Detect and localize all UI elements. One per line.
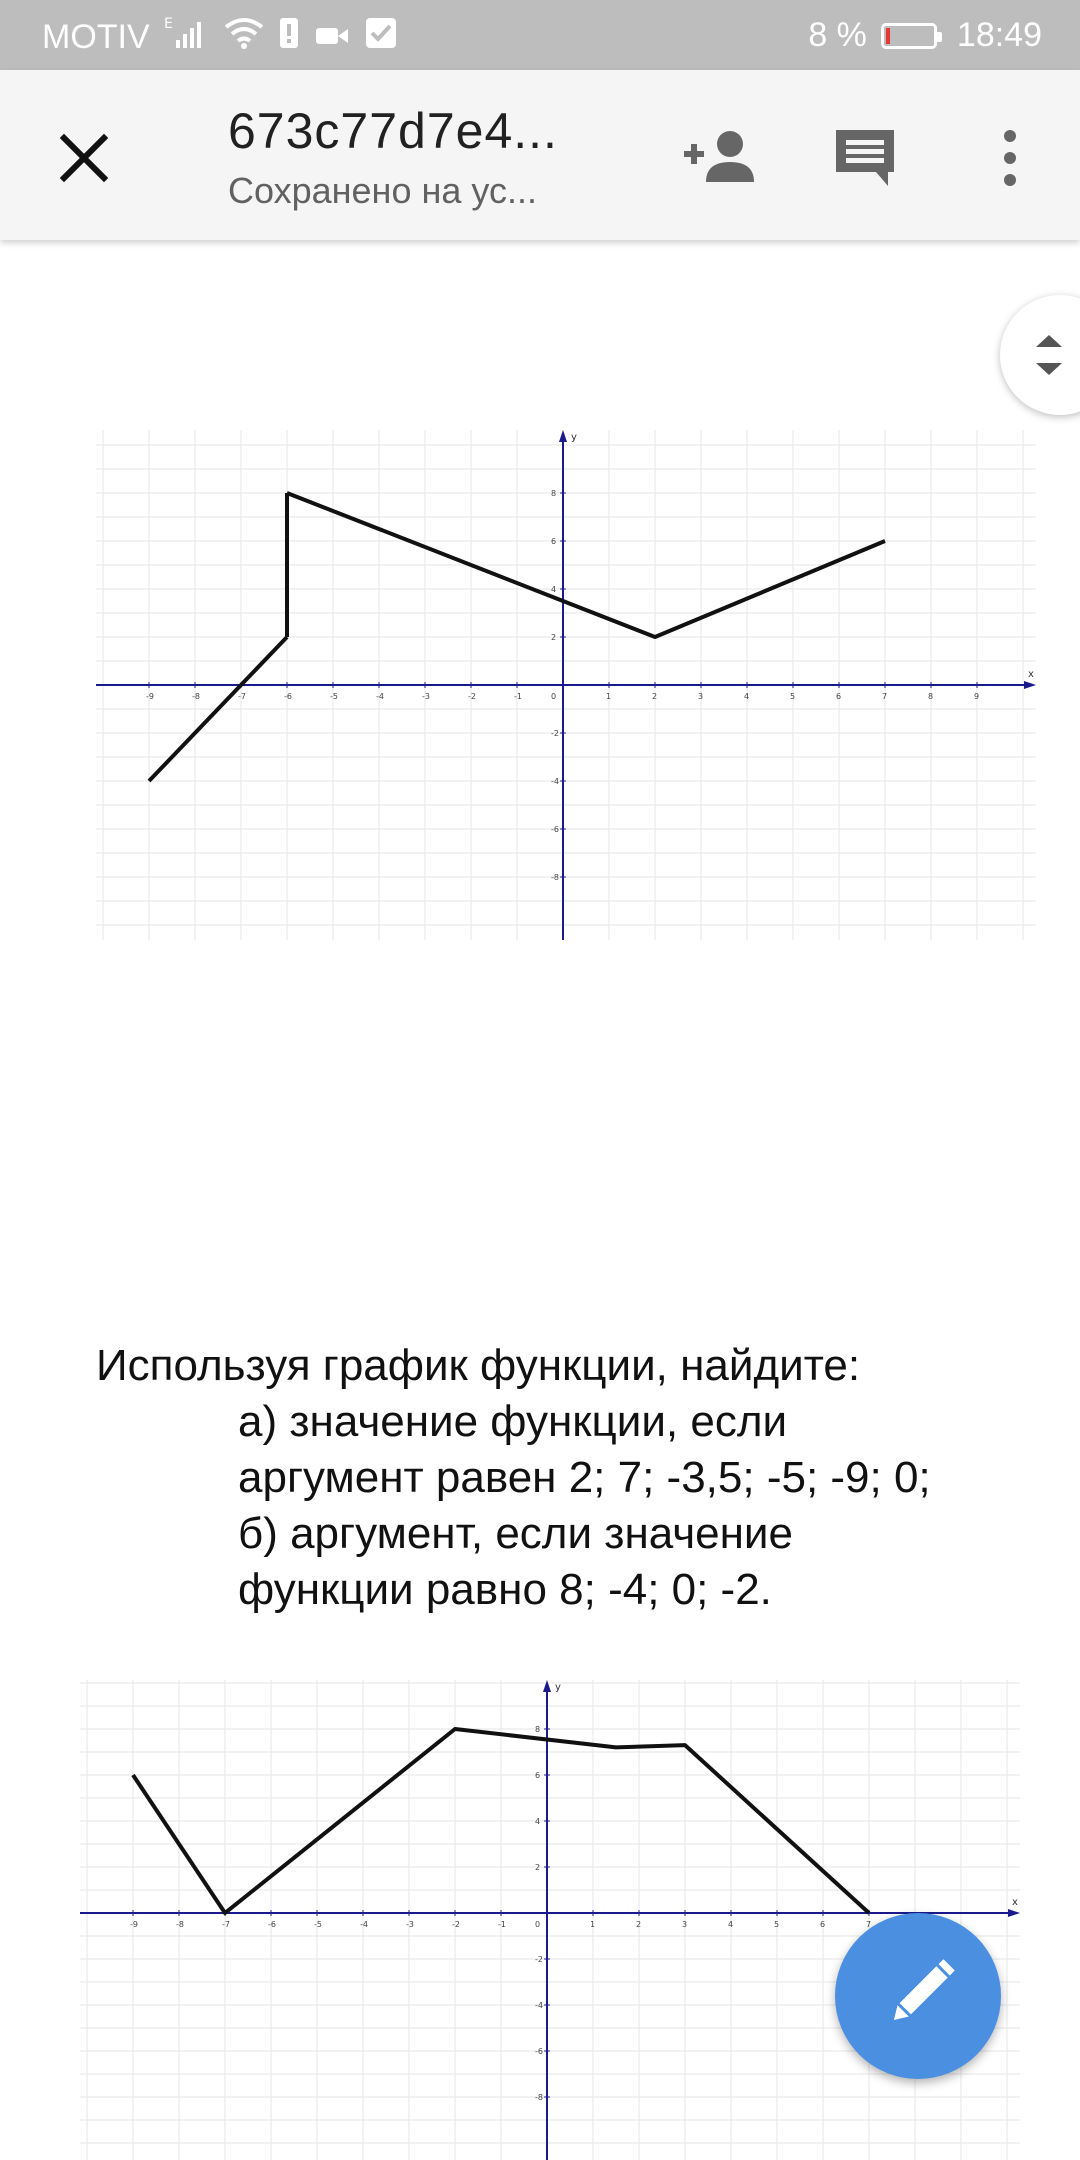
video-camera-icon: [314, 18, 350, 57]
x-tick-label: -9: [146, 692, 154, 701]
x-tick-label: 1: [606, 692, 612, 701]
y-tick-label: 6: [535, 1771, 541, 1780]
more-options-button[interactable]: [990, 126, 1030, 190]
carrier-name: MOTIV: [42, 18, 150, 56]
battery-icon: [881, 23, 937, 49]
task-b-line-1: б) аргумент, если значение: [238, 1509, 793, 1558]
y-tick-label: -6: [535, 2047, 543, 2056]
y-axis-label: y: [571, 432, 577, 443]
document-title: 673c77d7e4...: [228, 103, 558, 159]
task-a-line-1: а) значение функции, если: [238, 1397, 788, 1446]
y-tick-label: -4: [535, 2001, 543, 2010]
x-tick-label: -3: [422, 692, 430, 701]
add-person-button[interactable]: [680, 124, 760, 188]
y-tick-label: -4: [551, 777, 559, 786]
x-axis-label: x: [1012, 1897, 1018, 1908]
x-tick-label: -8: [192, 692, 200, 701]
battery-percent: 8 %: [808, 16, 867, 54]
x-tick-label: 2: [636, 1920, 642, 1929]
add-person-icon: [680, 124, 760, 188]
x-tick-label: 2: [652, 692, 658, 701]
task-b-line-2: функции равно 8; -4; 0; -2.: [238, 1565, 772, 1614]
y-tick-label: 8: [551, 489, 557, 498]
x-tick-label: 5: [790, 692, 796, 701]
y-axis-label: y: [555, 1682, 561, 1693]
y-tick-label: -2: [551, 729, 559, 738]
x-tick-label: 3: [698, 692, 704, 701]
status-bar: [0, 0, 1080, 70]
function-graph-1: [96, 430, 1036, 940]
x-axis-arrow: [1008, 1909, 1020, 1917]
edit-fab-button[interactable]: [835, 1913, 1001, 2079]
x-tick-label: 6: [820, 1920, 826, 1929]
y-tick-label: 4: [551, 585, 557, 594]
x-axis-arrow: [1024, 681, 1036, 689]
y-tick-label: 8: [535, 1725, 541, 1734]
sim-alert-icon: [278, 16, 300, 59]
task-text: [96, 1338, 931, 1618]
x-tick-label: -3: [406, 1920, 414, 1929]
x-tick-label: 3: [682, 1920, 688, 1929]
x-tick-label: -2: [468, 692, 476, 701]
y-tick-label: -8: [535, 2093, 543, 2102]
x-tick-label: 7: [882, 692, 888, 701]
save-status: Сохранено на ус...: [228, 170, 537, 211]
more-vert-icon: [990, 126, 1030, 190]
x-tick-label: -4: [376, 692, 384, 701]
x-tick-label: 8: [928, 692, 934, 701]
comment-button[interactable]: [832, 124, 898, 190]
comment-icon: [832, 124, 898, 190]
x-tick-label: 7: [866, 1920, 872, 1929]
y-tick-label: -6: [551, 825, 559, 834]
x-tick-label: -7: [222, 1920, 230, 1929]
scroll-arrows-icon: [1022, 325, 1080, 385]
x-tick-label: -4: [360, 1920, 368, 1929]
pencil-icon: [835, 1913, 1001, 2079]
origin-label: 0: [535, 1920, 541, 1929]
origin-label: 0: [551, 692, 557, 701]
close-icon: [54, 128, 114, 188]
y-tick-label: -8: [551, 873, 559, 882]
x-tick-label: -5: [330, 692, 338, 701]
x-tick-label: 1: [590, 1920, 596, 1929]
wifi-icon: [224, 17, 264, 58]
x-tick-label: -1: [498, 1920, 506, 1929]
clock: 18:49: [956, 16, 1042, 54]
x-tick-label: -7: [238, 692, 246, 701]
y-tick-label: 6: [551, 537, 557, 546]
y-tick-label: 2: [535, 1863, 541, 1872]
saved-check-icon: [364, 16, 398, 59]
network-type: E: [163, 16, 173, 32]
x-tick-label: -2: [452, 1920, 460, 1929]
task-a-line-2: аргумент равен 2; 7; -3,5; -5; -9; 0;: [238, 1453, 931, 1502]
x-tick-label: -8: [176, 1920, 184, 1929]
x-tick-label: -6: [284, 692, 292, 701]
y-axis-arrow: [559, 430, 567, 442]
y-tick-label: 4: [535, 1817, 541, 1826]
x-tick-label: 9: [974, 692, 980, 701]
y-tick-label: -2: [535, 1955, 543, 1964]
fast-scroll-handle[interactable]: [1000, 295, 1080, 415]
y-tick-label: 2: [551, 633, 557, 642]
x-tick-label: -9: [130, 1920, 138, 1929]
x-tick-label: -5: [314, 1920, 322, 1929]
y-axis-arrow: [543, 1680, 551, 1692]
x-tick-label: -1: [514, 692, 522, 701]
x-tick-label: 4: [728, 1920, 734, 1929]
signal-icon: [164, 16, 210, 59]
x-axis-label: x: [1028, 669, 1034, 680]
x-tick-label: 4: [744, 692, 750, 701]
x-tick-label: 5: [774, 1920, 780, 1929]
x-tick-label: -6: [268, 1920, 276, 1929]
close-button[interactable]: [54, 128, 114, 188]
task-heading: Используя график функции, найдите:: [96, 1341, 861, 1390]
x-tick-label: 6: [836, 692, 842, 701]
app-bar: [0, 70, 1080, 240]
